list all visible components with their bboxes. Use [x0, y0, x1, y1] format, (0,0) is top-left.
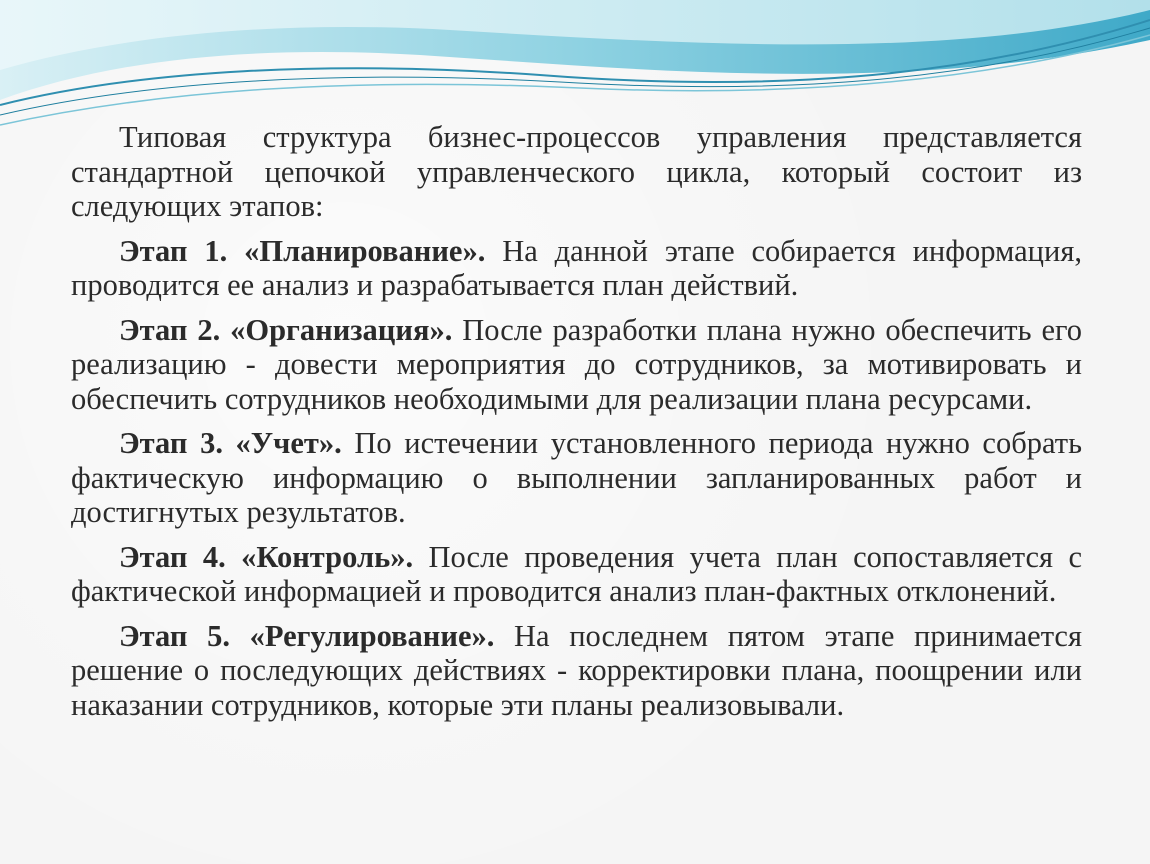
slide-text-body — [71, 120, 1082, 732]
stage-title: Этап 4. «Контроль». — [119, 539, 414, 574]
stage-text: После разработки плана нужно обеспечить его реализацию - довести мероприятия до сотрудников, за мотивировать и обеспечить сотрудников необходимыми для реализации плана ресурсами. — [71, 312, 1082, 416]
stage-title: Этап 2. «Организация». — [119, 312, 453, 347]
decorative-wave-header — [0, 0, 1150, 140]
stage-paragraph-5 — [71, 619, 1082, 723]
intro-paragraph: Типовая структура бизнес-процессов управления представляется стандартной цепочкой управленческого цикла, который состоит из следующих этапов: — [71, 120, 1082, 223]
stage-paragraph-2 — [71, 313, 1082, 417]
stage-title: Этап 1. «Планирование». — [119, 233, 486, 268]
stage-text: После проведения учета план сопоставляется с фактической информацией и проводится анализ план-фактных отклонений. — [71, 539, 1082, 608]
stage-text: По истечении установленного периода нужно собрать фактическую информацию о выполнении запланированных работ и достигнутых результатов. — [71, 426, 1082, 529]
stage-title: Этап 3. «Учет». — [119, 426, 342, 460]
stage-text: На данной этапе собирается информация, проводится ее анализ и разрабатывается план действий. — [71, 233, 1082, 302]
stage-paragraph-3 — [71, 426, 1082, 530]
stage-title: Этап 5. «Регулирование». — [119, 618, 495, 653]
stage-text: На последнем пятом этапе принимается решение о последующих действиях - корректировки плана, поощрении или наказании сотрудников, которые эти планы реализовывали. — [71, 618, 1082, 722]
stage-paragraph-4 — [71, 540, 1082, 609]
stage-paragraph-1 — [71, 234, 1082, 303]
